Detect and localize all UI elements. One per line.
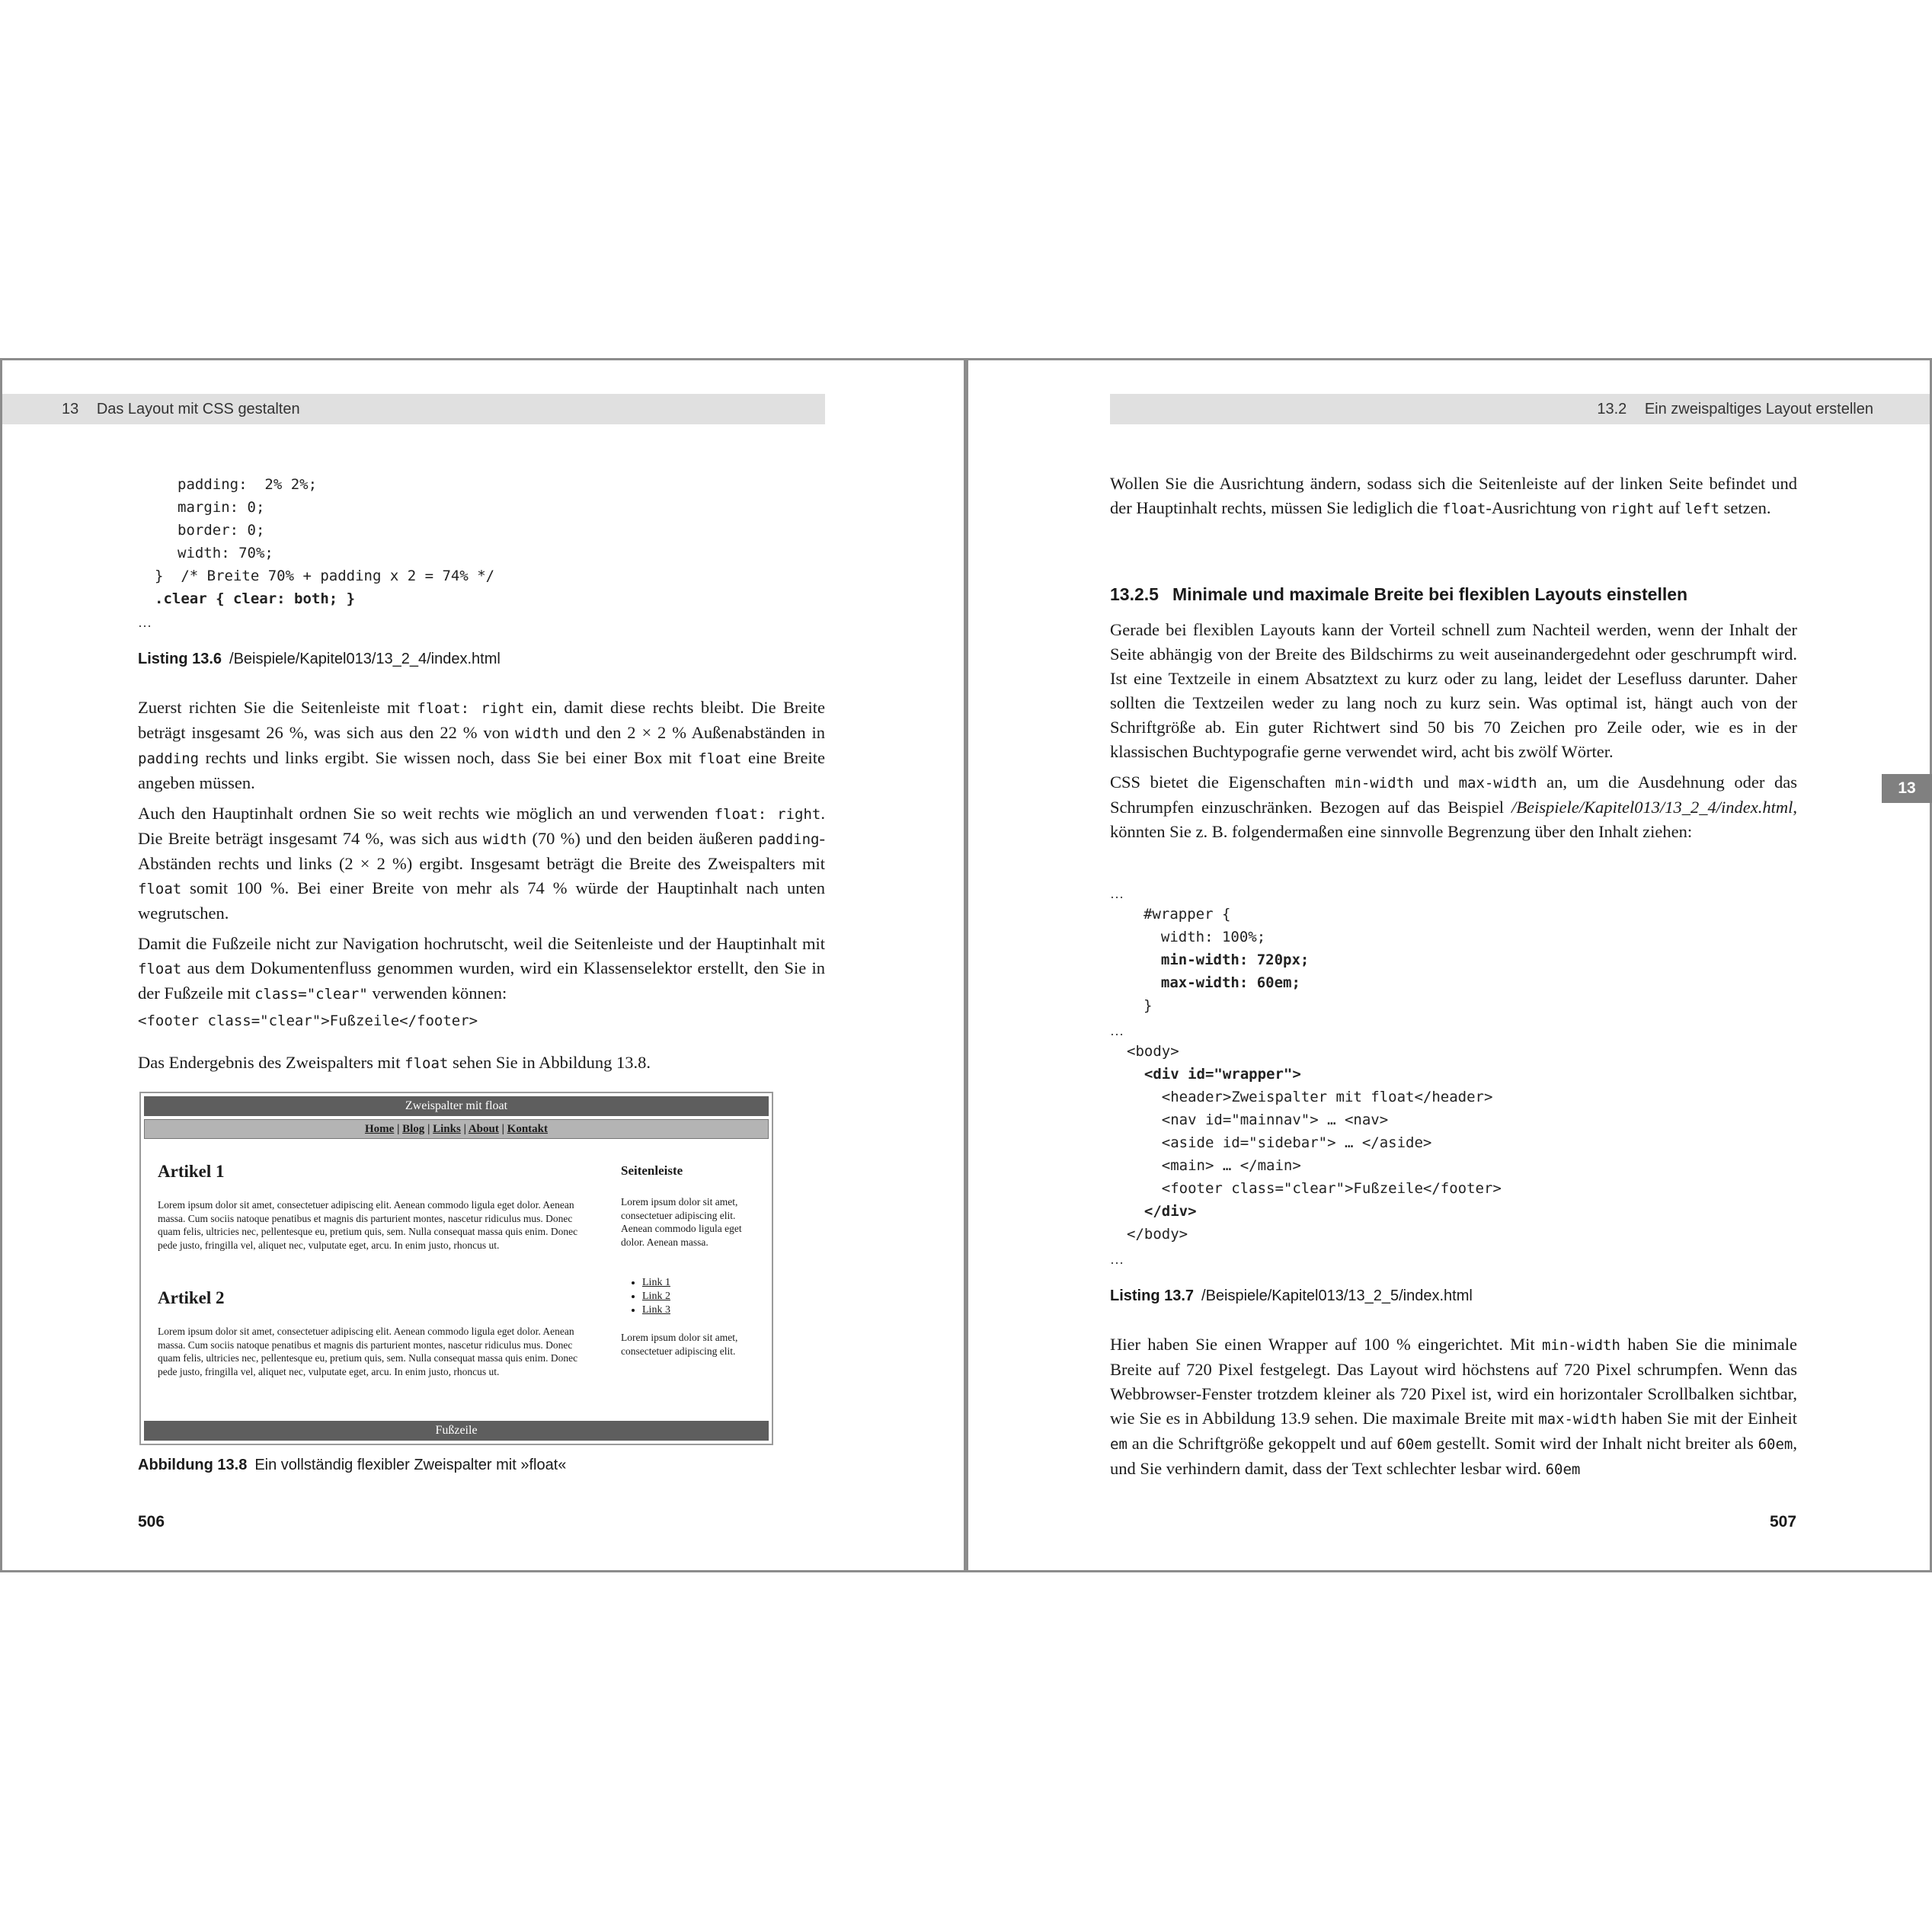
code-line: max-width: 60em; — [1144, 974, 1300, 991]
nav-link-links[interactable]: Links — [433, 1123, 461, 1135]
code-line: border: 0; — [178, 522, 265, 539]
code-footer-line: <footer class="clear">Fußzeile</footer> — [138, 1012, 478, 1029]
code-line: <main> … </main> — [1127, 1157, 1301, 1174]
code-line: .clear { clear: both; } — [155, 590, 356, 607]
chapter-title: Das Layout mit CSS gestalten — [96, 401, 300, 417]
sidebar-link-2[interactable]: • Link 2 — [642, 1290, 670, 1303]
sidebar-text: Lorem ipsum dolor sit amet, consectetuer adipiscing elit. — [621, 1332, 738, 1357]
paragraph: CSS bietet die Eigenschaften min-width und max-width an, um die Ausdehnung oder das Schrumpfen einzuschränken. Bezogen auf das Beispiel /Beispiele/Kapitel013/13_2_4/index.html, könnten Sie z. B. folgendermaßen eine sinnvolle Begrenzung über den Inhalt ziehen: — [1110, 772, 1797, 841]
paragraph: Auch den Hauptinhalt ordnen Sie so weit rechts wie möglich an und verwenden float: right. Die Breite beträgt insgesamt 74 %, was sich aus width (70 %) und den beiden äußeren padding-Abständen rechts und links (2 × 2 %) ergibt. Insgesamt beträgt die Breite des Zweispalters mit float somit 100 %. Bei einer Breite von mehr als 74 % würde der Hauptinhalt nach unten wegrutschen. — [138, 804, 825, 923]
sidebar-link-1[interactable]: • Link 1 — [642, 1276, 670, 1290]
code-line: <header>Zweispalter mit float</header> — [1127, 1089, 1493, 1105]
listing-caption: Listing 13.7 /Beispiele/Kapitel013/13_2_5/index.html — [1110, 1287, 1473, 1304]
code-line: <div id="wrapper"> — [1127, 1066, 1301, 1083]
paragraph: Hier haben Sie einen Wrapper auf 100 % eingerichtet. Mit min-width haben Sie die minimale Breite auf 720 Pixel festgelegt. Das Layout wird höchstens auf 720 Pixel schrumpfen. Wenn das Webbrowser-Fenster trotzdem kleiner als 720 Pixel ist, wird ein horizontaler Scrollbalken sichtbar, wie Sie es in Abbildung 13.9 sehen. Die maximale Breite mit max-width haben Sie mit der Einheit em an die Schriftgröße gekoppelt und auf 60em gestellt. Somit wird der Inhalt nicht breiter als 60em, und Sie verhindern damit, dass der Text schlechter lesbar wird. 60em — [1110, 1335, 1797, 1478]
left-page — [0, 358, 966, 1572]
code-line: </div> — [1127, 1203, 1197, 1220]
nav-link-blog[interactable]: Blog — [402, 1123, 425, 1135]
nav-separator: | — [427, 1123, 430, 1135]
paragraph: Wollen Sie die Ausrichtung ändern, sodass sich die Seitenleiste auf der linken Seite befindet und der Hauptinhalt rechts, müssen Sie lediglich die float-Ausrichtung von right auf left setzen. — [1110, 474, 1797, 517]
figure-nav — [144, 1119, 769, 1139]
code-ellipsis: … — [1110, 1023, 1124, 1038]
chapter-tab: 13 — [1882, 774, 1932, 803]
figure-screenshot — [139, 1092, 773, 1445]
section-heading: 13.2.5 Minimale und maximale Breite bei flexiblen Layouts einstellen — [1110, 584, 1688, 604]
sidebar-text: Lorem ipsum dolor sit amet, consectetuer adipiscing elit. Aenean commodo ligula eget dolor. Aenean massa. — [621, 1196, 742, 1248]
code-ellipsis: … — [1110, 886, 1124, 901]
nav-separator: | — [463, 1123, 466, 1135]
body-text-left — [138, 696, 825, 1012]
running-header-right — [1110, 394, 1932, 424]
code-block-top — [155, 473, 495, 610]
article-1-title: Artikel 1 — [158, 1162, 225, 1181]
code-line: } /* Breite 70% + padding x 2 = 74% */ — [155, 568, 495, 584]
code-block-css — [1144, 903, 1309, 1017]
article-2-text: Lorem ipsum dolor sit amet, consectetuer adipiscing elit. Aenean commodo ligula eget dolor. Aenean massa. Cum sociis natoque penatibus et magnis dis parturient montes, nascetur ridiculus mus. Donec quam felis, ultricies nec, pellentesque eu, pretium quis, sem. Nulla consequat massa quis enim. Donec pede justo, fringilla vel, aliquet nec, vulputate eget, arcu. In enim justo, rhoncus ut. — [158, 1326, 578, 1377]
body-text-right — [1110, 618, 1797, 850]
nav-separator: | — [501, 1123, 504, 1135]
page-number-right: 507 — [1770, 1513, 1797, 1531]
paragraph: Das Endergebnis des Zweispalters mit float sehen Sie in Abbildung 13.8. — [138, 1053, 651, 1072]
running-header-left — [2, 394, 825, 424]
code-ellipsis: … — [1110, 1252, 1124, 1267]
code-line: padding: 2% 2%; — [178, 476, 318, 493]
sidebar-title: Seitenleiste — [621, 1163, 683, 1178]
nav-separator: | — [397, 1123, 400, 1135]
section-title: Ein zweispaltiges Layout erstellen — [1644, 401, 1873, 417]
code-line: <footer class="clear">Fußzeile</footer> — [1127, 1180, 1502, 1197]
nav-link-kontakt[interactable]: Kontakt — [507, 1123, 548, 1135]
code-line: <nav id="mainnav"> … <nav> — [1127, 1112, 1389, 1128]
code-line: width: 70%; — [178, 545, 273, 561]
code-line: } — [1144, 997, 1153, 1014]
code-line: #wrapper { — [1144, 906, 1231, 923]
figure-caption: Abbildung 13.8 Ein vollständig flexibler Zweispalter mit »float« — [138, 1457, 567, 1473]
nav-link-home[interactable]: Home — [364, 1123, 395, 1135]
code-line: <body> — [1127, 1043, 1179, 1060]
figure-header: Zweispalter mit float — [144, 1096, 769, 1116]
code-block-html — [1127, 1040, 1502, 1246]
paragraph: Zuerst richten Sie die Seitenleiste mit float: right ein, damit diese rechts bleibt. Die Breite beträgt insgesamt 26 %, was sich aus den 22 % von width und den 2 × 2 % Außenabständen in padding rechts und links ergibt. Sie wissen noch, dass Sie bei einer Box mit float eine Breite angeben müssen. — [138, 698, 825, 792]
code-line: width: 100%; — [1144, 929, 1266, 945]
section-number: 13.2 — [1597, 401, 1627, 417]
code-line: <aside id="sidebar"> … </aside> — [1127, 1134, 1432, 1151]
figure-footer: Fußzeile — [144, 1421, 769, 1441]
paragraph: Damit die Fußzeile nicht zur Navigation hochrutscht, weil die Seitenleiste und der Hauptinhalt mit float aus dem Dokumentenfluss genommen wurden, wird ein Klassenselektor erstellt, den Sie in der Fußzeile mit class="clear" verwenden können: — [138, 934, 825, 1003]
code-ellipsis: … — [138, 615, 152, 630]
code-line: min-width: 720px; — [1144, 952, 1310, 968]
code-line: margin: 0; — [178, 499, 265, 516]
sidebar-links — [621, 1276, 670, 1317]
code-line: </body> — [1127, 1226, 1188, 1243]
paragraph: Gerade bei flexiblen Layouts kann der Vorteil schnell zum Nachteil werden, wenn der Inhalt der Seite abhängig von der Breite des Bildschirms zu weit auseinandergedehnt oder geschrumpft wird. Ist eine Textzeile in einem Absatztext zu kurz oder zu lang, leidet der Lesefluss darunter. Daher sollten die Textzeilen weder zu lang noch zu kurz sein. Was optimal ist, hängt auch von der Schriftgröße ab. Ein guter Richtwert sind 50 bis 70 Zeichen pro Zeile oder, wie es in der klassischen Buchtypografie gerne verwendet wird, acht bis zwölf Wörter. — [1110, 620, 1797, 761]
chapter-number: 13 — [62, 401, 79, 417]
article-1-text: Lorem ipsum dolor sit amet, consectetuer adipiscing elit. Aenean commodo ligula eget dolor. Aenean massa. Cum sociis natoque penatibus et magnis dis parturient montes, nascetur ridiculus mus. Donec quam felis, ultricies nec, pellentesque eu, pretium quis, sem. Nulla consequat massa quis enim. Donec pede justo, fringilla vel, aliquet nec, vulputate eget, arcu. In enim justo, rhoncus ut. — [158, 1199, 578, 1251]
page-number-left: 506 — [138, 1513, 165, 1531]
nav-link-about[interactable]: About — [468, 1123, 499, 1135]
right-page — [966, 358, 1932, 1572]
listing-caption: Listing 13.6 /Beispiele/Kapitel013/13_2_4/index.html — [138, 651, 501, 667]
sidebar-link-3[interactable]: • Link 3 — [642, 1303, 670, 1317]
article-2-title: Artikel 2 — [158, 1288, 225, 1307]
